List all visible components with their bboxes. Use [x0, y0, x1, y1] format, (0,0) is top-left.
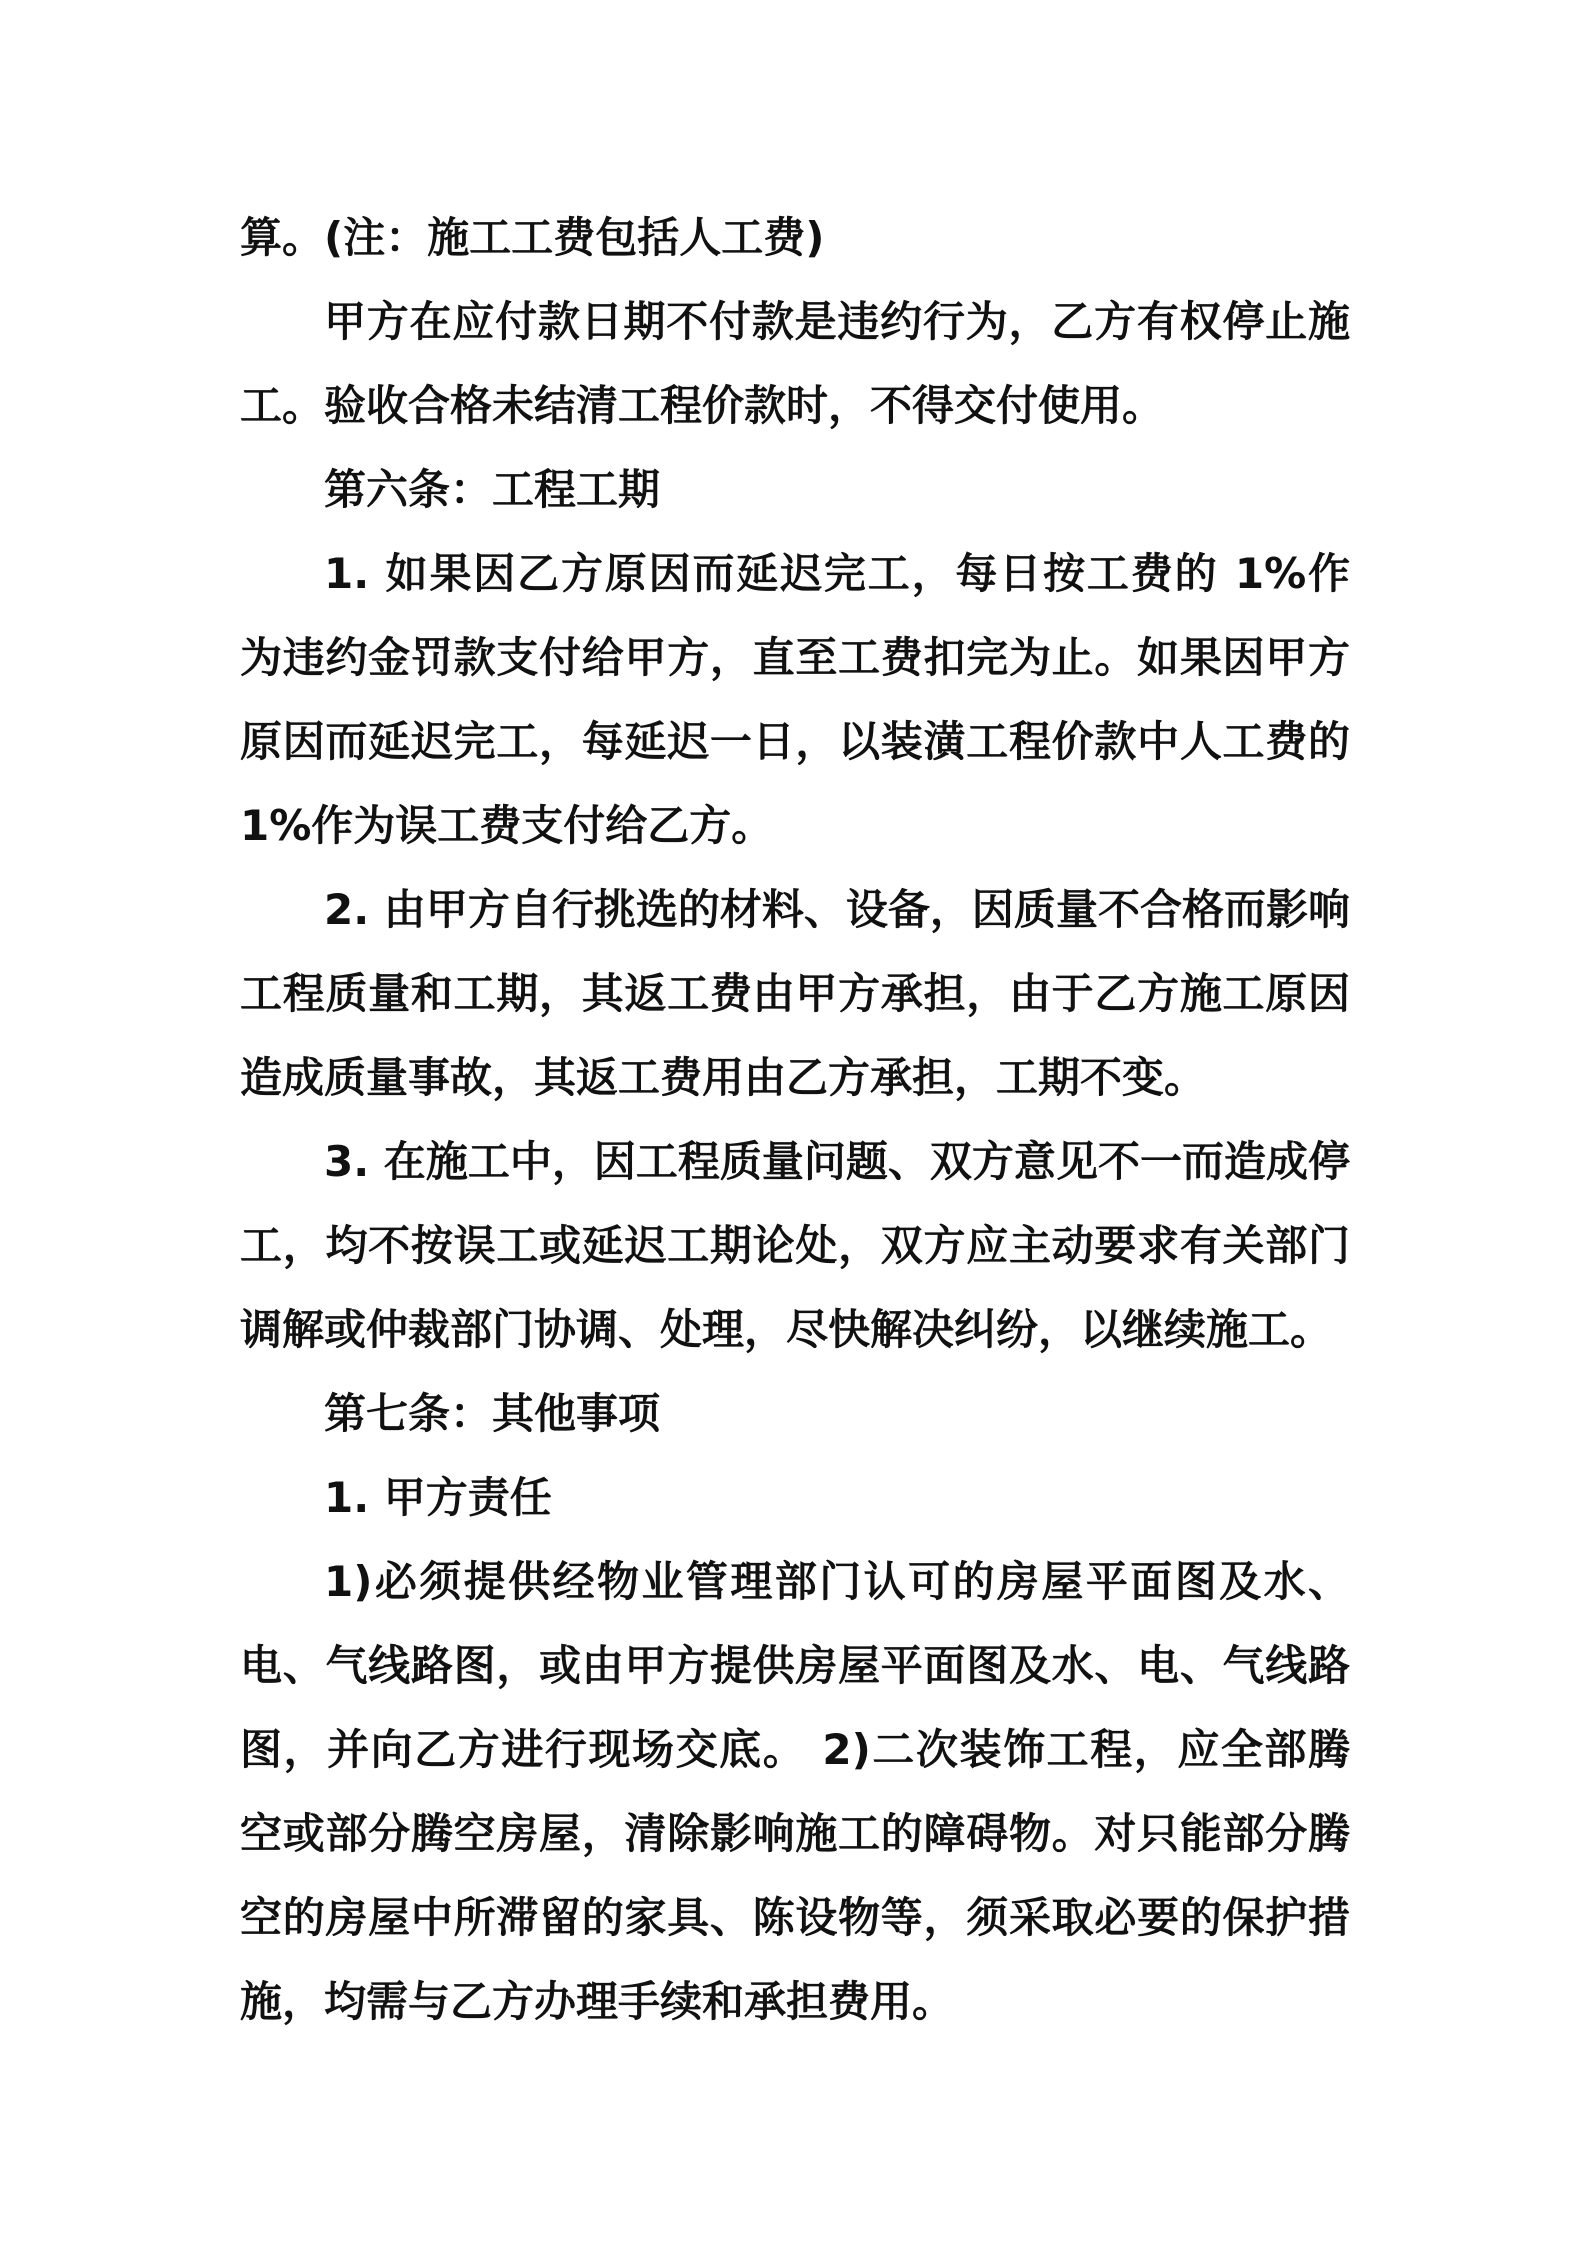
paragraph-party-a-duties: 1)必须提供经物业管理部门认可的房屋平面图及水、电、气线路图，或由甲方提供房屋平面图及水、电、气线路图，并向乙方进行现场交底。 2)二次装饰工程，应全部腾空或部分腾空房屋，清除影响施工的障碍物。对只能部分腾空的房屋中所滞留的家具、陈设物等，须采取必要的保护措施，均需与乙方办理手续和承担费用。 — [240, 1557, 1350, 2026]
heading-article-6: 第六条：工程工期 — [324, 465, 661, 514]
heading-party-a-responsibility: 1. 甲方责任 — [324, 1473, 552, 1522]
paragraph-continuation: 算。(注：施工工费包括人工费) — [240, 213, 825, 262]
paragraph-payment-default: 甲方在应付款日期不付款是违约行为，乙方有权停止施工。验收合格未结清工程价款时，不得交付使用。 — [240, 297, 1350, 430]
document-body — [240, 196, 1350, 2044]
heading-article-7: 第七条：其他事项 — [324, 1389, 661, 1438]
paragraph-article-6-item-3: 3. 在施工中，因工程质量问题、双方意见不一而造成停工，均不按误工或延迟工期论处，双方应主动要求有关部门调解或仲裁部门协调、处理，尽快解决纠纷，以继续施工。 — [240, 1137, 1350, 1354]
paragraph-article-6-item-1: 1. 如果因乙方原因而延迟完工，每日按工费的 1%作为违约金罚款支付给甲方，直至工费扣完为止。如果因甲方原因而延迟完工，每延迟一日，以装潢工程价款中人工费的 1%作为误工费支付给乙方。 — [240, 549, 1350, 850]
paragraph-article-6-item-2: 2. 由甲方自行挑选的材料、设备，因质量不合格而影响工程质量和工期，其返工费由甲方承担，由于乙方施工原因造成质量事故，其返工费用由乙方承担，工期不变。 — [240, 885, 1350, 1102]
